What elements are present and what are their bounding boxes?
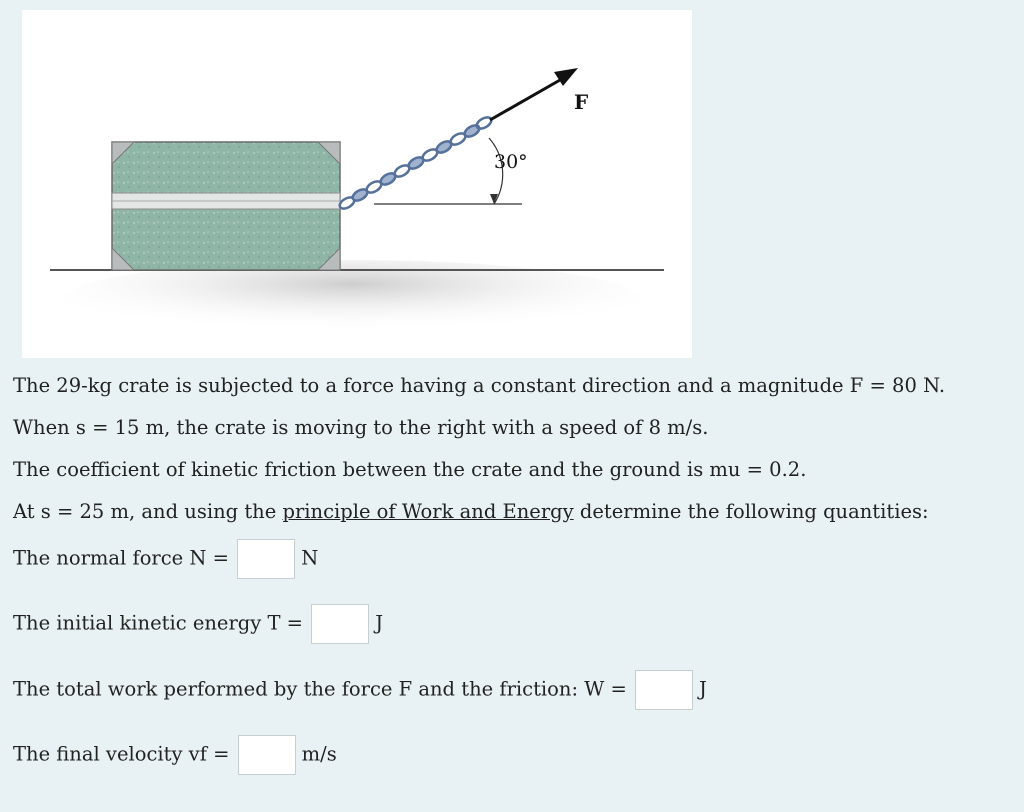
- initial-ke-input[interactable]: [311, 604, 369, 644]
- question-final-velocity: [13, 735, 337, 775]
- force-arrow-line: [490, 76, 567, 120]
- ground-shadow: [62, 260, 642, 340]
- question-normal-force: [13, 539, 318, 579]
- total-work-unit: J: [699, 677, 707, 701]
- chain: [338, 115, 493, 211]
- total-work-input[interactable]: [635, 670, 693, 710]
- problem-line-2: [13, 416, 708, 440]
- normal-force-label: The normal force N =: [13, 546, 230, 570]
- final-velocity-label: The final velocity vf =: [13, 742, 230, 766]
- normal-force-input[interactable]: [237, 539, 295, 579]
- problem-figure: [22, 10, 692, 358]
- problem-line-1: [13, 374, 945, 398]
- angle-label: 30°: [494, 151, 528, 173]
- normal-force-unit: N: [301, 546, 319, 570]
- final-velocity-unit: m/s: [301, 742, 337, 766]
- crate: [112, 142, 340, 270]
- total-work-label: The total work performed by the force F and the friction: W =: [13, 677, 627, 701]
- principle-link[interactable]: principle of Work and Energy: [282, 500, 574, 523]
- problem-text-3: The coefficient of kinetic friction between the crate and the ground is mu = 0.2.: [13, 458, 807, 481]
- initial-ke-unit: J: [375, 611, 384, 635]
- problem-line-3: [13, 458, 806, 482]
- force-arrow-head: [554, 68, 578, 86]
- final-velocity-input[interactable]: [238, 735, 296, 775]
- question-initial-ke: [13, 604, 383, 644]
- crate-diagram: [22, 10, 692, 358]
- question-total-work: [13, 670, 707, 710]
- problem-text-2: When s = 15 m, the crate is moving to the right with a speed of 8 m/s.: [13, 416, 709, 439]
- initial-ke-label: The initial kinetic energy T =: [13, 611, 304, 635]
- problem-text-1: The 29-kg crate is subjected to a force having a constant direction and a magnitude F = 80 N.: [13, 374, 946, 397]
- problem-text-4-suffix: determine the following quantities:: [573, 500, 929, 523]
- problem-text-4-prefix: At s = 25 m, and using the: [13, 500, 283, 523]
- problem-line-4: [13, 500, 929, 524]
- force-label: F: [574, 90, 589, 114]
